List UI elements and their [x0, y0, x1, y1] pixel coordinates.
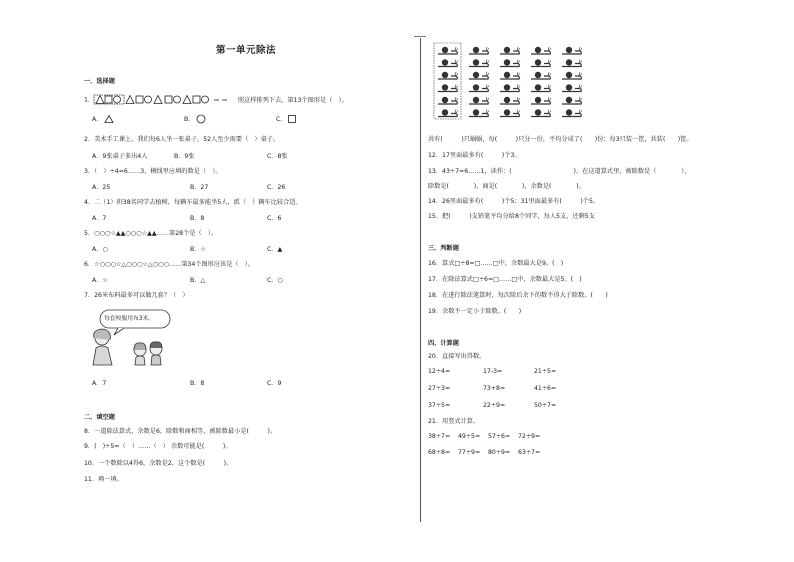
option-b[interactable]: B．9张: [173, 153, 195, 160]
option-b[interactable]: B．: [184, 114, 274, 124]
calc-item: 38÷7=: [428, 433, 451, 440]
question-4-options: [92, 215, 281, 223]
snail-icon: [500, 109, 520, 116]
calc-row: [428, 402, 556, 410]
snail-icon: [562, 97, 582, 104]
snail-grid-illustration: [433, 42, 583, 122]
question-7-options: [92, 380, 281, 388]
circle-icon: [196, 114, 206, 124]
calc-item: 68÷8=: [428, 449, 451, 456]
snail-icon: [438, 109, 458, 116]
question-2: 2．美术手工课上，我们每6人坐一张桌子，52人至少需要（ ）桌子。: [84, 136, 280, 143]
section-fill-in: 二、填空题: [84, 414, 115, 421]
snail-icon: [531, 109, 551, 116]
question-15: 15．把( )支铅笔平均分给8个同学，每人5支，还剩5支: [428, 213, 595, 220]
calc-item: 27÷3=: [428, 385, 451, 392]
calc-row: [428, 385, 556, 393]
section-true-false: 三、判断题: [428, 245, 459, 252]
snail-icon: [469, 72, 489, 79]
snail-icon: [438, 72, 458, 79]
calc-item: 57÷6=: [488, 433, 511, 440]
calc-item: 77÷9=: [458, 449, 481, 456]
question-5-options: [92, 246, 282, 254]
vertical-calc-row: [428, 449, 540, 457]
question-21: 21．用竖式计算。: [428, 418, 480, 425]
column-divider: [420, 38, 421, 522]
question-19: 19．余数不一定小于除数。( ): [428, 308, 522, 315]
question-1-text: 照这样排列下去，第13个图形是（ ）。: [237, 96, 348, 104]
snail-icon: [531, 72, 551, 79]
question-20: 20．直接写出得数。: [428, 353, 486, 360]
question-11-fill: 共有( )只蜗蜗，每( )只分一份，平均分成了( )份；每3只装一筐，共装( )筐。: [428, 136, 693, 143]
option-a[interactable]: A．9张桌子多出4人: [92, 153, 148, 160]
question-11: 11．填一填。: [84, 476, 123, 483]
option-c[interactable]: C．○: [266, 277, 283, 284]
question-13-continued: 除数是( )，商是( )，余数是( )。: [428, 183, 585, 190]
calc-item: 17-3=: [483, 368, 503, 375]
snail-icon: [531, 84, 551, 91]
snail-icon: [438, 47, 458, 54]
snail-icon: [500, 84, 520, 91]
snail-icon: [469, 84, 489, 91]
option-a[interactable]: A．☆: [92, 277, 108, 284]
question-6: 6．☆○○○☆△○○○☆△○○○……第34个图形应该是（ ）。: [84, 261, 255, 268]
vertical-calc-row: [428, 433, 540, 441]
question-9: 9．( )÷5=（ ）……（ ） 余数可能是( )。: [84, 443, 232, 450]
calc-item: 37÷5=: [428, 402, 451, 409]
question-1-options: [92, 114, 296, 124]
question-16: 16．算式□÷8=□……□中，余数最大是9。( ): [428, 260, 564, 267]
option-b[interactable]: B．△: [189, 277, 206, 284]
snail-icon: [500, 97, 520, 104]
snail-icon: [562, 47, 582, 54]
option-b[interactable]: B．8: [189, 380, 205, 387]
snail-icon: [438, 59, 458, 66]
option-b[interactable]: B．27: [189, 184, 209, 191]
question-14: 14．26里面最多有( )个5；31里面最多有( )个5。: [428, 198, 600, 205]
snail-icon: [562, 109, 582, 116]
calc-row: [428, 368, 556, 376]
triangle-icon: [104, 115, 114, 123]
calc-item: 49÷5=: [458, 433, 481, 440]
calc-item: 22÷9=: [483, 402, 506, 409]
snail-icon: [500, 59, 520, 66]
question-17: 17．在除法算式□÷6=□……□中，余数最大是5。( ): [428, 276, 582, 283]
question-18: 18．在进行除法笔算时，每次除后余下的数不得大于除数。( ): [428, 292, 608, 299]
square-icon: [288, 115, 296, 123]
option-a[interactable]: A．: [92, 115, 182, 124]
option-b[interactable]: B．8: [189, 215, 205, 222]
page-title: 第一单元除法: [216, 45, 277, 56]
calc-item: 50÷7=: [534, 402, 557, 409]
snail-icon: [562, 59, 582, 66]
question-5: 5．○○○☆▲▲○○○☆▲▲……第28个是（ ）。: [84, 230, 218, 237]
fold-mark: [414, 36, 426, 37]
question-3-options: [92, 184, 285, 192]
snail-icon: [562, 72, 582, 79]
speech-bubble-text: 每套校服用布3米。: [104, 316, 155, 322]
option-c[interactable]: C．26: [266, 184, 286, 191]
option-a[interactable]: A．25: [92, 184, 111, 191]
snail-icon: [500, 72, 520, 79]
option-c[interactable]: C．8张: [266, 153, 288, 160]
question-7: 7．26米布料最多可以做几套？（ ）: [84, 292, 189, 299]
option-c[interactable]: C．▲: [266, 246, 283, 253]
option-c[interactable]: C．: [276, 115, 296, 124]
snail-icon: [469, 109, 489, 116]
question-13: 13．43÷7=6……1，读作：( )，在这道算式里，被除数是（ ），: [428, 168, 691, 175]
snail-icon: [531, 59, 551, 66]
shape-sequence-icon: [92, 94, 230, 105]
question-4: 4．二（1）班38名同学去植树，每辆车最多能坐5人，派（ ）辆车比较合适。: [84, 199, 302, 206]
option-b[interactable]: B．☆: [189, 246, 206, 253]
option-c[interactable]: C．9: [266, 380, 282, 387]
calc-item: 12÷4=: [428, 368, 451, 375]
snail-icon: [469, 97, 489, 104]
snail-icon: [500, 47, 520, 54]
question-3: 3．（ ）÷4=6……3，横线里应填的数是（ ）。: [84, 168, 222, 175]
snail-icon: [531, 97, 551, 104]
snail-icon: [469, 47, 489, 54]
option-a[interactable]: A．○: [92, 246, 108, 253]
snail-icon: [438, 84, 458, 91]
calc-item: 21÷5=: [534, 368, 557, 375]
option-a[interactable]: A．7: [92, 380, 107, 387]
option-c[interactable]: C．6: [266, 215, 282, 222]
question-2-options: [92, 153, 288, 161]
snail-icon: [469, 59, 489, 66]
section-multiple-choice: 一、选择题: [84, 78, 115, 85]
question-6-options: [92, 277, 283, 285]
question-1-number: 1.: [84, 96, 90, 104]
option-a[interactable]: A．7: [92, 215, 107, 222]
calc-item: 72÷9=: [518, 433, 541, 440]
section-calculation: 四、计算题: [428, 340, 459, 347]
calc-item: 73+8=: [483, 385, 506, 392]
snail-icon: [438, 97, 458, 104]
question-10: 10．一个数除以4得6，余数是2，这个数是( )。: [84, 460, 233, 467]
question-8: 8．一道除法算式，余数是6，除数和商相等，被除数最小是( )。: [84, 428, 277, 435]
calc-item: 63÷7=: [518, 449, 541, 456]
question-1: [84, 94, 348, 105]
question-12: 12．17里面最多有( )个3。: [428, 152, 521, 159]
calc-item: 80÷9=: [488, 449, 511, 456]
snail-icon: [562, 84, 582, 91]
calc-item: 41÷6=: [534, 385, 557, 392]
snail-icon: [531, 47, 551, 54]
